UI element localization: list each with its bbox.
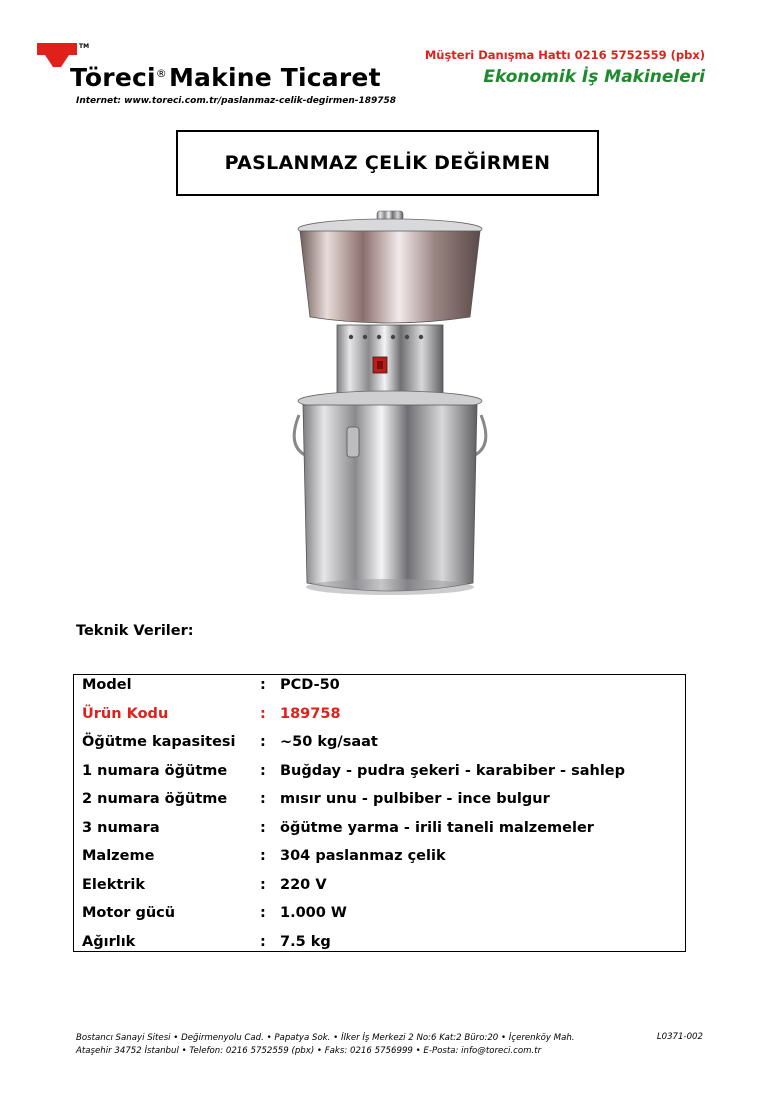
product-title: PASLANMAZ ÇELİK DEĞİRMEN: [176, 130, 599, 196]
spec-value: ~50 kg/saat: [280, 734, 378, 750]
spec-colon: :: [260, 677, 266, 693]
spec-colon: :: [260, 876, 266, 893]
spec-label: Ürün Kodu: [82, 705, 169, 722]
technical-data-heading: Teknik Veriler:: [76, 623, 194, 639]
spec-colon: :: [260, 933, 266, 950]
spec-row-motor-power: [82, 905, 682, 933]
spec-label: 2 numara öğütme: [82, 791, 228, 807]
spec-colon: :: [260, 762, 266, 779]
spec-label: Ağırlık: [82, 933, 136, 950]
spec-label: Motor gücü: [82, 905, 176, 921]
internet-link[interactable]: Internet: www.toreci.com.tr/paslanmaz-celik-degirmen-189758: [76, 96, 397, 106]
spec-colon: :: [260, 705, 266, 722]
spec-row-product-code: [82, 706, 682, 734]
spec-label: 1 numara öğütme: [82, 762, 228, 779]
spec-value: 7.5 kg: [280, 933, 331, 950]
spec-row-grind-3: [82, 820, 682, 848]
trademark-mark: TM: [79, 43, 90, 50]
spec-label: Öğütme kapasitesi: [82, 734, 236, 750]
slogan: Ekonomik İş Makineleri: [483, 67, 705, 87]
spec-value: 304 paslanmaz çelik: [280, 848, 446, 864]
spec-row-model: [82, 677, 682, 705]
spec-value: 189758: [280, 705, 341, 722]
spec-value: Buğday - pudra şekeri - karabiber - sahlep: [280, 762, 626, 779]
spec-row-material: [82, 848, 682, 876]
spec-table: [73, 674, 686, 952]
brand-name-main: Töreci: [70, 63, 156, 92]
spec-label: Elektrik: [82, 876, 146, 893]
footer-line-1: Bostancı Sanayi Sitesi • Değirmenyolu Cad. • Papatya Sok. • İlker İş Merkezi 2 No:6 Kat:2 Büro:20 • İçerenköy Mah.: [76, 1033, 575, 1043]
spec-value: mısır unu - pulbiber - ince bulgur: [280, 791, 550, 807]
spec-row-capacity: [82, 734, 682, 762]
spec-row-weight: [82, 934, 682, 962]
document-code: L0371-002: [656, 1032, 703, 1042]
spec-label: Model: [82, 677, 132, 693]
brand-name: [70, 63, 381, 92]
spec-colon: :: [260, 791, 266, 807]
spec-colon: :: [260, 819, 266, 836]
spec-colon: :: [260, 734, 266, 750]
spec-colon: :: [260, 905, 266, 921]
spec-colon: :: [260, 848, 266, 864]
spec-value: PCD-50: [280, 677, 340, 693]
spec-row-electricity: [82, 877, 682, 905]
spec-row-grind-1: [82, 763, 682, 791]
spec-row-grind-2: [82, 791, 682, 819]
brand-name-suffix: Makine Ticaret: [168, 63, 381, 92]
registered-mark: ®: [155, 67, 167, 80]
spec-label: 3 numara: [82, 819, 160, 836]
footer-line-2: Ataşehir 34752 İstanbul • Telefon: 0216 5752559 (pbx) • Faks: 0216 5756999 • E-Posta: info@toreci.com.tr: [76, 1045, 542, 1056]
spec-label: Malzeme: [82, 848, 155, 864]
spec-value: öğütme yarma - irili taneli malzemeler: [280, 819, 594, 836]
spec-value: 1.000 W: [280, 905, 347, 921]
customer-hotline: Müşteri Danışma Hattı 0216 5752559 (pbx): [424, 48, 705, 62]
footer-address: [76, 1032, 575, 1057]
product-image: [285, 205, 495, 605]
spec-value: 220 V: [280, 876, 327, 893]
